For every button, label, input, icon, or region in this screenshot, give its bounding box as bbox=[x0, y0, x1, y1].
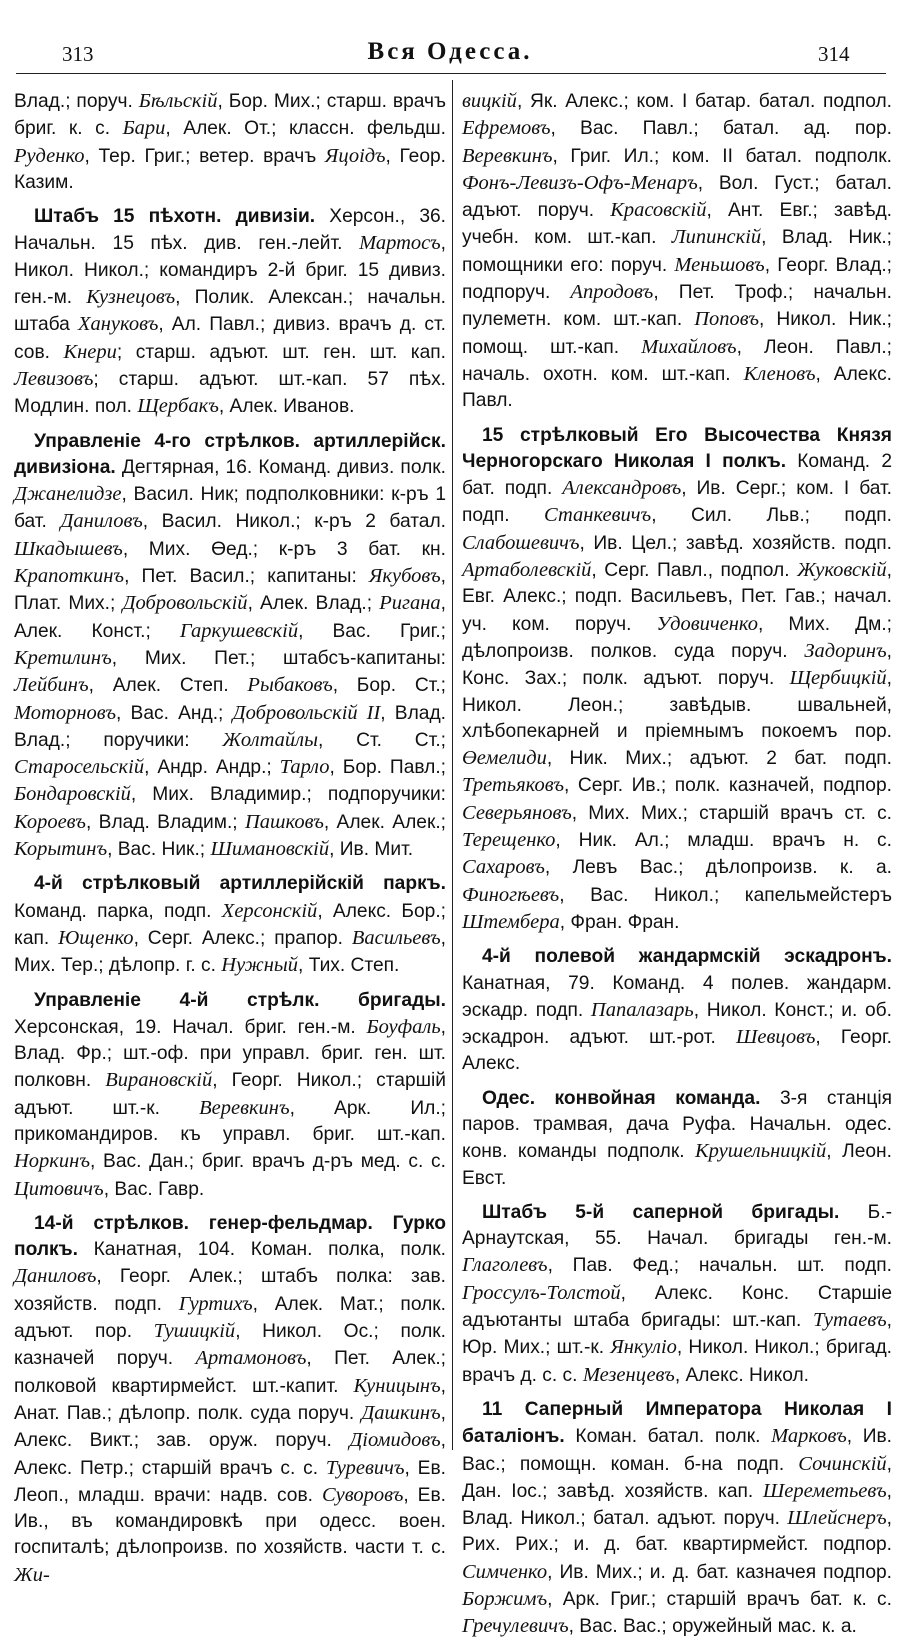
entry-text: , Тих. Степ. bbox=[298, 955, 400, 977]
entry-text: , Георг. Алекс. bbox=[462, 1027, 892, 1075]
entry-text: , Никол. Конст.; и. об. эскадрон. адъют. шт.-рот. bbox=[462, 999, 892, 1049]
person-surname: Моторновъ bbox=[14, 701, 117, 724]
person-surname: Крушельницкій bbox=[695, 1140, 827, 1163]
entry-heading: Управленіе 4-й стрѣлк. бригады. bbox=[34, 989, 446, 1011]
entry-heading: 15 стрѣлковый Его Высочества Князя Черногорскаго Николая I полкъ. bbox=[462, 424, 892, 472]
person-surname: Штембера bbox=[462, 910, 560, 933]
entry-text: , Алекс. Никол. bbox=[674, 1364, 809, 1386]
entry-text: , Арк. Григ.; старшій врачъ бат. к. с. bbox=[547, 1589, 892, 1611]
person-surname: Удовиченко bbox=[656, 612, 758, 635]
entry-text: , Пет. Васил.; капитаны: bbox=[124, 566, 369, 588]
person-surname: Красовскій bbox=[610, 199, 707, 222]
person-surname: Рыбаковъ bbox=[247, 674, 333, 697]
entry-text: , Алекс. Бор.; кап. bbox=[14, 900, 447, 949]
entry-text: , Бор. Ст.; bbox=[332, 675, 446, 697]
person-surname: Шкадышевъ bbox=[14, 537, 123, 560]
directory-entry bbox=[14, 429, 446, 864]
entry-heading: 4-й стрѣлковый артиллерійскій паркъ. bbox=[34, 873, 446, 895]
entry-text: , Никол. Ник.; помощ. шт.-кап. bbox=[462, 309, 892, 358]
column-divider bbox=[452, 80, 453, 1450]
entry-text: , Ев. Леоп., младш. врачи: надв. сов. bbox=[14, 1457, 446, 1506]
person-surname: Сахаровъ bbox=[462, 856, 545, 879]
person-surname: Кузнецовъ bbox=[86, 286, 176, 309]
entry-text: , Алек. Конст.; bbox=[14, 593, 446, 642]
person-surname: Корытинъ bbox=[14, 838, 108, 861]
person-surname: Кретилинъ bbox=[14, 646, 112, 669]
person-surname: Руденко bbox=[14, 144, 85, 167]
entry-text: , Алекс. Викт.; зав. оруж. поруч. bbox=[14, 1402, 446, 1452]
entry-text: , Алек. Алек.; bbox=[323, 811, 446, 833]
entry-text: , Мих. Өед.; к-ръ 3 бат. кн. bbox=[122, 538, 446, 560]
entry-heading: Управленіе 4-го стрѣлков. артиллерійск. дивизіона. bbox=[14, 430, 446, 478]
entry-text: , Ив. Цел.; завѣд. хозяйств. подп. bbox=[579, 532, 892, 554]
entry-text: , Никол. Ос.; полк. казначей поруч. bbox=[14, 1321, 447, 1370]
person-surname: Діомидовъ bbox=[349, 1429, 441, 1452]
person-surname: Задоринъ bbox=[804, 639, 887, 662]
person-surname: Даниловъ bbox=[14, 1265, 97, 1288]
entry-text: , Ив. Серг.; ком. I бат. подп. bbox=[462, 478, 892, 527]
entry-heading: 11 Саперный Императора Николая I баталіонъ. bbox=[462, 1398, 892, 1448]
person-surname: Тарло bbox=[279, 756, 330, 779]
directory-entry bbox=[462, 88, 892, 415]
entry-text: , Алек. От.; классн. фельдш. bbox=[165, 118, 446, 140]
entry-text: , Васил. Ник; подполковники: к-ръ 1 бат. bbox=[14, 484, 446, 533]
directory-entry bbox=[462, 1397, 892, 1641]
person-surname: Гаркушевскій bbox=[179, 619, 299, 642]
entry-text: , Сил. Льв.; подп. bbox=[651, 505, 892, 527]
entry-text: , Пав. Фед.; начальн. шт. подп. bbox=[547, 1255, 892, 1277]
entry-text: Влад.; поруч. bbox=[14, 91, 139, 112]
person-surname: Станкевичъ bbox=[544, 504, 652, 527]
entry-text: , Леон. Павл.; началь. охотн. ком. шт.-кап. bbox=[462, 336, 892, 385]
person-surname: Шереметьевъ bbox=[762, 1479, 887, 1502]
person-surname: Шлейснеръ bbox=[787, 1507, 887, 1530]
right-column bbox=[462, 88, 893, 1638]
person-surname: Левизовъ bbox=[14, 367, 94, 390]
entry-text: , Вас. Григ.; bbox=[298, 620, 446, 642]
entry-text: , Вас. Анд.; bbox=[116, 702, 233, 724]
person-surname: Суворовъ bbox=[321, 1483, 404, 1506]
person-surname: Ригана bbox=[379, 592, 441, 615]
person-surname: Веревкинъ bbox=[199, 1096, 290, 1119]
entry-text: , Пет. Троф.; начальн. пулеметн. ком. шт.-кап. bbox=[462, 282, 892, 331]
entry-text: , Влад. Владим.; bbox=[85, 811, 245, 833]
person-surname: Третьяковъ bbox=[462, 774, 564, 797]
entry-heading: Штабъ 15 пѣхотн. дивизіи. bbox=[34, 206, 316, 228]
entry-text: Канатная, 79. Команд. 4 полев. жандарм. эскадр. подп. bbox=[462, 972, 892, 1021]
person-surname: Добровольскій bbox=[122, 592, 248, 615]
person-surname: Вирановскій bbox=[105, 1069, 213, 1092]
entry-text: , Ив. Мих.; и. д. бат. казначея подпор. bbox=[547, 1561, 892, 1583]
entry-heading: Одес. конвойная команда. bbox=[482, 1087, 761, 1109]
entry-text: , Плат. Мих.; bbox=[14, 566, 446, 615]
entry-text: , Левъ Вас.; дѣлопроизв. к. а. bbox=[544, 857, 892, 879]
entry-heading: 4-й полевой жандармскій эскадронъ. bbox=[482, 946, 892, 968]
entry-text: , Мих. Владимир.; подпоручики: bbox=[130, 784, 446, 806]
directory-entry bbox=[462, 944, 892, 1077]
person-surname: Крапоткинъ bbox=[14, 565, 125, 588]
entry-text: , Григ. Ил.; ком. II батал. подполк. bbox=[552, 145, 892, 167]
person-surname: Артаболевскій bbox=[462, 559, 592, 582]
entry-text: , Конс. Зах.; полк. адъют. поруч. bbox=[462, 640, 892, 690]
entry-heading: Штабъ 5-й саперной бригады. bbox=[482, 1201, 840, 1223]
entry-text: , Дан. Іос.; завѣд. хозяйств. кап. bbox=[462, 1453, 892, 1502]
entry-text: , Ник. Ал.; младш. врачъ н. с. bbox=[555, 830, 892, 852]
person-surname: Дашкинъ bbox=[361, 1401, 441, 1424]
person-surname: Тутаевъ bbox=[812, 1309, 887, 1332]
person-surname: Слабошевичъ bbox=[462, 531, 580, 554]
person-surname: Жи- bbox=[14, 1563, 50, 1586]
left-column bbox=[14, 88, 447, 1586]
person-surname: Цитовичъ bbox=[14, 1177, 104, 1200]
entry-text: , Полик. Алексан.; начальн. штаба bbox=[14, 287, 447, 336]
person-surname: Гуртихъ bbox=[178, 1292, 253, 1315]
person-surname: Поповъ bbox=[694, 308, 760, 331]
person-surname: Терещенко bbox=[462, 829, 556, 852]
entry-text: Херсонская, 19. Начал. бриг. ген.-м. bbox=[14, 1016, 367, 1038]
person-surname: Жуковскій bbox=[797, 559, 887, 582]
person-surname: Кленовъ bbox=[743, 362, 816, 385]
entry-text: Коман. батал. полк. bbox=[564, 1426, 772, 1448]
entry-text: , Юр. Мих.; шт.-к. bbox=[462, 1310, 892, 1359]
page-header bbox=[0, 0, 900, 78]
entry-text: , Вас. Павл.; батал. ад. пор. bbox=[550, 118, 892, 140]
directory-entry bbox=[462, 1200, 892, 1389]
person-surname: Липинскій bbox=[671, 226, 762, 249]
person-surname: Короевъ bbox=[14, 810, 86, 833]
entry-text: , Ив. Вас.; помощн. коман. б-на подп. bbox=[462, 1426, 893, 1475]
entry-text: , Алек. Влад.; bbox=[247, 593, 380, 615]
person-surname: Даниловъ bbox=[60, 510, 143, 533]
entry-text: , Никол. Никол.; бригад. врачъ д. с. с. bbox=[462, 1337, 892, 1386]
person-surname: Марковъ bbox=[771, 1425, 847, 1448]
person-surname: Шевцовъ bbox=[735, 1026, 816, 1049]
entry-text: 3-я станція паров. трамвая, дача Руфа. Начальн. одес. конв. команды подполк. bbox=[462, 1087, 892, 1163]
entry-text: , Евг. Алекс.; подп. Васильевъ, Пет. Гав.; начал. уч. ком. поруч. bbox=[462, 560, 892, 635]
person-surname: Жолтайлы bbox=[222, 728, 318, 751]
person-surname: Апродовъ bbox=[570, 281, 654, 304]
entry-text: ; старш. адъют. шт. ген. шт. кап. bbox=[116, 341, 446, 363]
person-surname: Боржимъ bbox=[462, 1588, 548, 1611]
person-surname: Хануковъ bbox=[77, 313, 159, 336]
person-surname: Джанелидзе bbox=[14, 483, 122, 506]
person-surname: Гроссулъ-Толстой bbox=[462, 1281, 621, 1304]
entry-heading: 14-й стрѣлков. генер-фельдмар. Гурко полкъ. bbox=[14, 1212, 446, 1261]
person-surname: Меньшовъ bbox=[674, 253, 765, 276]
person-surname: Щербицкій bbox=[789, 667, 887, 690]
entry-text: Команд. 2 бат. подп. bbox=[462, 450, 892, 500]
entry-text: , Никол. Леон.; завѣдыв. швальней, хлѣбопекарней и пріемнымъ покоемъ пор. bbox=[462, 668, 892, 742]
person-surname: Мезенцевъ bbox=[582, 1363, 675, 1386]
person-surname: Веревкинъ bbox=[462, 144, 553, 167]
directory-entry bbox=[14, 204, 446, 420]
person-surname: Янкуліо bbox=[610, 1336, 677, 1359]
person-surname: Мартосъ bbox=[359, 232, 441, 255]
entry-text: , Ст. Ст.; bbox=[318, 729, 446, 751]
entry-text: , Алек. Мат.; полк. адъют. пор. bbox=[14, 1293, 446, 1343]
person-surname: Михайловъ bbox=[641, 335, 737, 358]
person-surname: Глаголевъ bbox=[462, 1254, 548, 1277]
person-surname: Васильевъ bbox=[351, 926, 441, 949]
directory-entry bbox=[462, 423, 892, 937]
entry-text: , Мих. Дм.; дѣлопроизв. полков. суда поруч. bbox=[462, 613, 893, 662]
directory-entry bbox=[14, 1211, 446, 1589]
entry-text: Б.-Арнаутская, 55. Начал. бригады ген.-м. bbox=[462, 1201, 892, 1250]
entry-text: , Ев. Ив., въ командировкѣ при одесс. воен. госпиталѣ; дѣлопроизв. по хозяйств. части т. с. bbox=[14, 1484, 446, 1559]
person-surname: Шимановскій bbox=[210, 838, 330, 861]
person-surname: Өемелиди bbox=[462, 747, 547, 770]
entry-text: , Георг. Никол.; старшій адъют. шт.-к. bbox=[14, 1070, 446, 1119]
directory-entry bbox=[14, 88, 446, 196]
running-title: Вся Одесса. bbox=[367, 38, 533, 65]
person-surname: вицкій bbox=[462, 90, 517, 112]
entry-text: , Мих. Тер.; дѣлопр. г. с. bbox=[14, 927, 446, 977]
entry-text: , Анат. Пав.; дѣлопр. полк. суда поруч. bbox=[14, 1375, 446, 1424]
person-surname: Туревичъ bbox=[325, 1456, 405, 1479]
entry-text: , Вас. Никол.; капельмейстеръ bbox=[559, 884, 892, 906]
entry-text: , Ник. Мих.; адъют. 2 бат. подп. bbox=[546, 748, 892, 770]
person-surname: Щербакъ bbox=[137, 395, 219, 418]
directory-entry bbox=[14, 871, 446, 979]
entry-text: , Рих. Рих.; и. д. бат. квартирмейст. подпор. bbox=[462, 1508, 892, 1556]
person-surname: Артамоновъ bbox=[195, 1347, 307, 1370]
entry-text: , Алекс. Конс. Старшіе адъютанты штаба бригады: шт.-кап. bbox=[462, 1282, 892, 1332]
person-surname: Ющенко bbox=[58, 926, 134, 949]
entry-text: , Бор. Павл.; bbox=[329, 757, 446, 779]
entry-text: , Серг. Павл., подпол. bbox=[591, 560, 798, 582]
page-number-right: 314 bbox=[818, 42, 850, 66]
directory-entry bbox=[462, 1086, 892, 1192]
entry-text: , Серг. Ив.; полк. казначей, подпор. bbox=[563, 775, 892, 797]
entry-text: , Бор. Мих.; старш. врачъ бриг. к. с. bbox=[14, 91, 447, 140]
entry-text: , Влад. Фр.; шт.-оф. при управл. бриг. ген. шт. полковн. bbox=[14, 1016, 446, 1092]
entry-text: Канатная, 104. Коман. полка, полк. bbox=[77, 1239, 446, 1261]
entry-text: , Тер. Григ.; ветер. врачъ bbox=[84, 145, 325, 167]
entry-text: , Алек. Иванов. bbox=[218, 396, 355, 418]
entry-text: , Ал. Павл.; дивиз. врачъ д. ст. сов. bbox=[14, 314, 446, 363]
person-surname: Фонъ-Левизъ-Офъ-Менаръ bbox=[462, 171, 698, 194]
entry-text: , Пет. Алек.; полковой квартирмейст. шт.-капит. bbox=[14, 1348, 447, 1397]
entry-text: , Ант. Евг.; завѣд. учебн. ком. шт.-кап. bbox=[462, 200, 893, 249]
person-surname: Гречулевичъ bbox=[462, 1615, 569, 1638]
person-surname: Добровольскій II bbox=[232, 701, 381, 724]
entry-text: , Алекс. Павл. bbox=[462, 363, 892, 412]
person-surname: Ефремовъ bbox=[462, 117, 551, 140]
entry-text: , Вас. Дан.; бриг. врачъ д-ръ мед. с. с. bbox=[89, 1151, 446, 1173]
person-surname: Бари bbox=[122, 117, 166, 140]
entry-text: , Алекс. Петр.; старшій врачъ с. с. bbox=[14, 1430, 446, 1479]
entry-text: , Як. Алекс.; ком. I батар. батал. подпол. bbox=[516, 91, 892, 112]
entry-text: , Влад. Ник.; помощники его: поруч. bbox=[462, 227, 892, 276]
entry-text: , Георг. Влад.; подпоруч. bbox=[462, 254, 892, 304]
entry-text: , Вас. Вас.; оружейный мас. к. а. bbox=[568, 1616, 857, 1638]
entry-text: , Андр. Андр.; bbox=[144, 757, 280, 779]
entry-text: Херсон., 36. Начальн. 15 пѣх. див. ген.-лейт. bbox=[14, 206, 447, 255]
person-surname: Херсонскій bbox=[221, 899, 318, 922]
entry-text: , Леон. Евст. bbox=[462, 1141, 892, 1189]
entry-text: , Мих. Мих.; старшій врачъ ст. с. bbox=[571, 802, 892, 824]
entry-text: , Вас. Ник.; bbox=[107, 839, 211, 861]
person-surname: Лейбинъ bbox=[14, 674, 89, 697]
entry-text: ; старш. адъют. шт.-кап. 57 пѣх. Модлин. пол. bbox=[14, 368, 446, 418]
entry-text: , Фран. Фран. bbox=[559, 911, 680, 933]
person-surname: Финогѣевъ bbox=[462, 883, 560, 906]
entry-text: , Влад. Никол.; батал. адъют. поруч. bbox=[462, 1480, 892, 1530]
person-surname: Яцоідъ bbox=[324, 144, 386, 167]
page-number-left: 313 bbox=[62, 42, 94, 66]
person-surname: Боуфаль bbox=[366, 1015, 441, 1038]
person-surname: Куницынъ bbox=[353, 1374, 441, 1397]
header-rule bbox=[16, 73, 886, 74]
entry-text: , Вол. Густ.; батал. адъют. поруч. bbox=[462, 172, 892, 222]
person-surname: Сочинскій bbox=[798, 1452, 887, 1475]
person-surname: Тушицкій bbox=[153, 1320, 236, 1343]
entry-text: , Геор. Казим. bbox=[14, 145, 446, 193]
directory-entry bbox=[14, 988, 446, 1203]
person-surname: Нужный bbox=[221, 954, 299, 977]
entry-text: , Мих. Пет.; штабсъ-капитаны: bbox=[111, 647, 446, 669]
person-surname: Норкинъ bbox=[14, 1150, 90, 1173]
entry-text: , Георг. Алек.; штабъ полка: зав. хозяйств. подп. bbox=[14, 1266, 446, 1315]
entry-text: , Вас. Гавр. bbox=[103, 1178, 205, 1200]
entry-text: , Никол. Никол.; командиръ 2-й бриг. 15 дивиз. ген.-м. bbox=[14, 233, 446, 309]
person-surname: Симченко bbox=[462, 1560, 548, 1583]
entry-text: , Серг. Алекс.; прапор. bbox=[133, 927, 352, 949]
person-surname: Бондаровскій bbox=[14, 783, 131, 806]
person-surname: Папалазарь bbox=[590, 998, 694, 1021]
entry-text: Дегтярная, 16. Команд. дивиз. полк. bbox=[115, 456, 446, 478]
entry-text: , Алек. Степ. bbox=[88, 675, 248, 697]
entry-text: , Влад. Влад.; поручики: bbox=[14, 702, 446, 751]
person-surname: Бѣльскій bbox=[138, 90, 218, 112]
entry-text: , Ив. Мит. bbox=[329, 839, 414, 861]
entry-text: , Арк. Ил.; прикомандиров. къ управл. бриг. шт.-кап. bbox=[14, 1097, 446, 1145]
person-surname: Старосельскій bbox=[14, 756, 145, 779]
person-surname: Пашковъ bbox=[244, 810, 324, 833]
person-surname: Кнери bbox=[63, 340, 117, 363]
entry-text: , Васил. Никол.; к-ръ 2 батал. bbox=[142, 511, 446, 533]
person-surname: Якубовъ bbox=[368, 565, 441, 588]
person-surname: Северьяновъ bbox=[462, 801, 572, 824]
entry-text: Команд. парка, подп. bbox=[14, 900, 222, 922]
person-surname: Александровъ bbox=[562, 477, 682, 500]
